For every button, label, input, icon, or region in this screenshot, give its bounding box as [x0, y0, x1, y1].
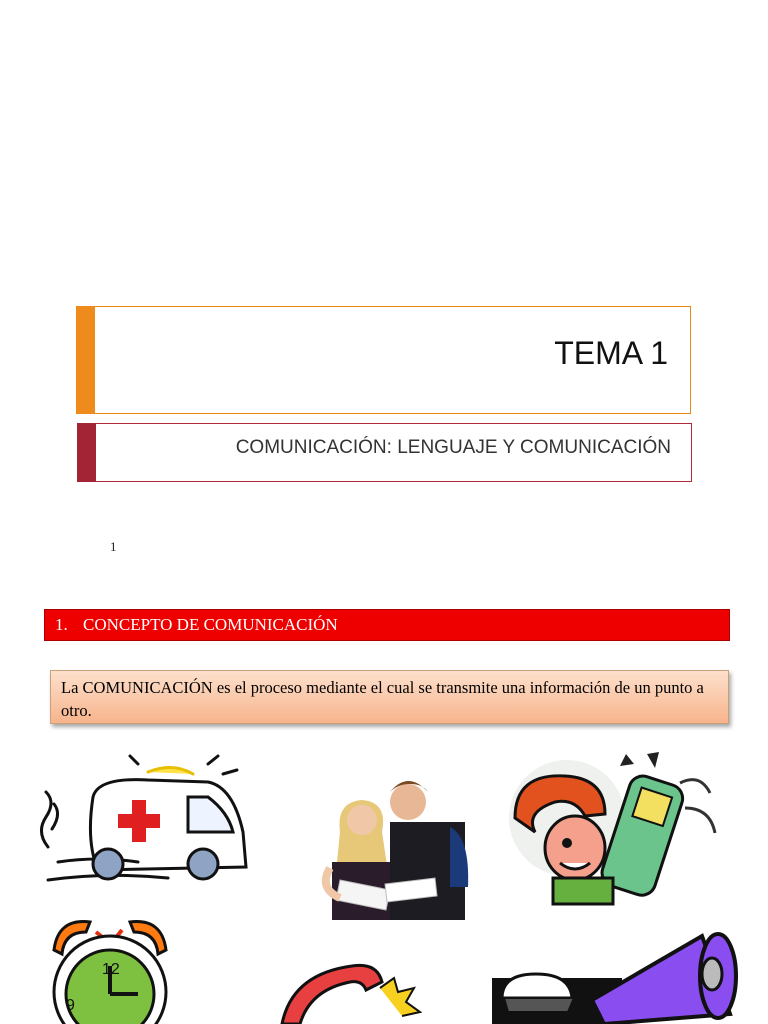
definition-text: La COMUNICACIÓN es el proceso mediante el cual se transmite una información de un punto a otro.	[61, 678, 704, 720]
cellphone-character-icon	[505, 748, 737, 906]
section-heading	[44, 609, 730, 641]
section-title: CONCEPTO DE COMUNICACIÓN	[83, 615, 338, 634]
definition-box	[50, 670, 729, 724]
title-accent-bar	[76, 306, 95, 414]
title-box	[76, 306, 691, 414]
ambulance-icon	[38, 752, 252, 898]
subtitle-accent-bar	[77, 423, 96, 482]
section-number: 1.	[55, 615, 68, 634]
page-title: TEMA 1	[554, 335, 668, 371]
students-photo	[300, 772, 500, 920]
subtitle-box	[77, 423, 692, 482]
clock-label-12: 12	[102, 961, 120, 978]
page-number: 1	[110, 539, 117, 554]
alarm-clock-icon	[40, 910, 180, 1024]
clock-label-9: 9	[66, 997, 75, 1014]
page-subtitle: COMUNICACIÓN: LENGUAJE Y COMUNICACIÓN	[235, 437, 671, 458]
telephone-handset-icon	[272, 958, 422, 1024]
megaphone-icon	[492, 918, 754, 1024]
